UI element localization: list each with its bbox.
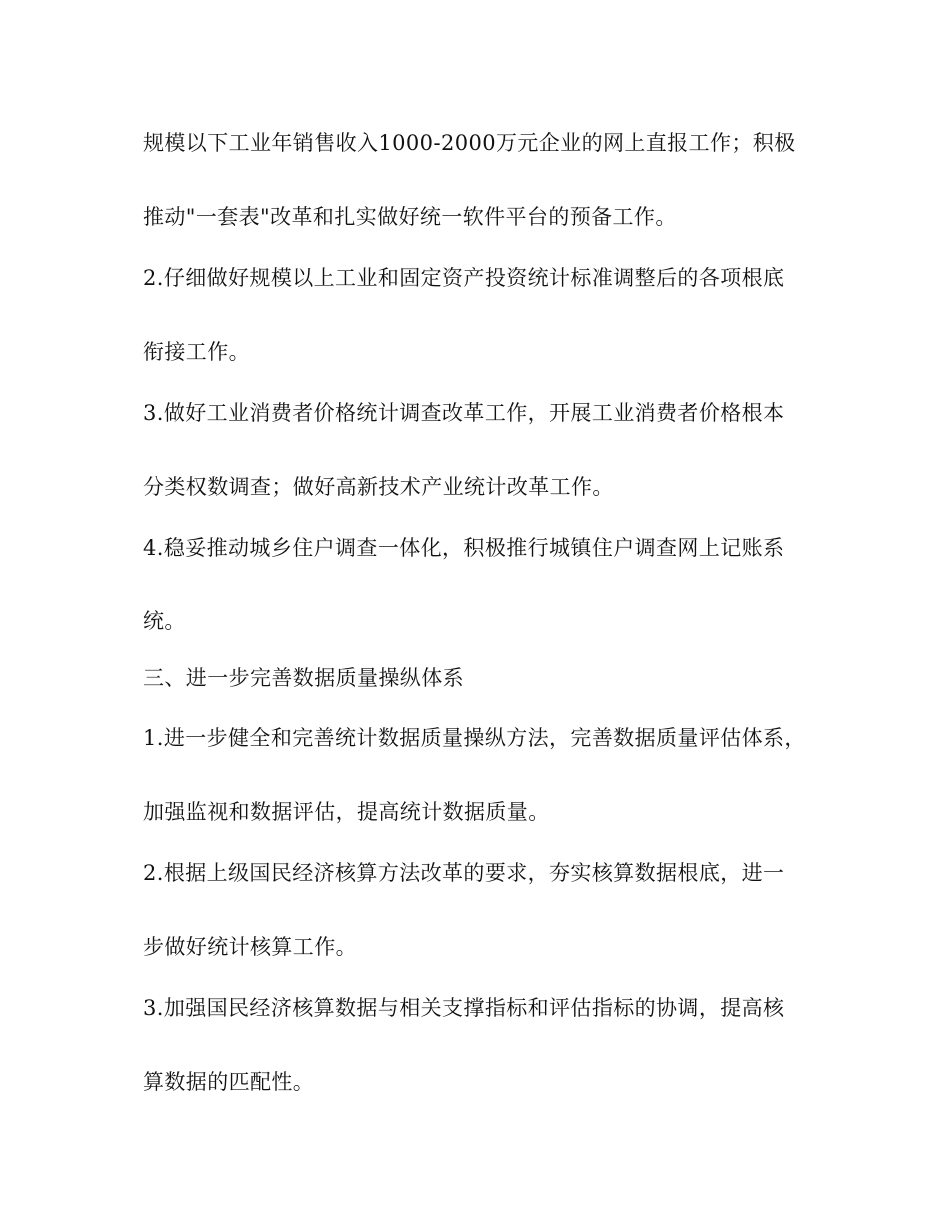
text-line: 加强监视和数据评估，提高统计数据质量。 bbox=[143, 800, 550, 824]
text-line: 算数据的匹配性。 bbox=[143, 1070, 315, 1094]
text-line: 3.加强国民经济核算数据与相关支撑指标和评估指标的协调，提高核 bbox=[143, 996, 785, 1020]
text-line: 2.仔细做好规模以上工业和固定资产投资统计标准调整后的各项根底 bbox=[143, 266, 785, 290]
text-line: 推动"一套表"改革和扎实做好统一软件平台的预备工作。 bbox=[143, 205, 677, 229]
text-line: 2.根据上级国民经济核算方法改革的要求，夯实核算数据根底，进一 bbox=[143, 861, 785, 885]
text-line: 3.做好工业消费者价格统计调查改革工作，开展工业消费者价格根本 bbox=[143, 401, 785, 425]
text-line: 分类权数调查；做好高新技术产业统计改革工作。 bbox=[143, 475, 614, 499]
text-line: 统。 bbox=[143, 609, 186, 633]
text-line: 步做好统计核算工作。 bbox=[143, 935, 357, 959]
text-line: 衔接工作。 bbox=[143, 340, 250, 364]
section-heading: 三、进一步完善数据质量操纵体系 bbox=[143, 666, 464, 690]
text-line: 1.进一步健全和完善统计数据质量操纵方法，完善数据质量评估体系， bbox=[143, 726, 806, 750]
text-line: 规模以下工业年销售收入1000-2000万元企业的网上直报工作；积极 bbox=[143, 131, 796, 155]
text-line: 4.稳妥推动城乡住户调查一体化，积极推行城镇住户调查网上记账系 bbox=[143, 536, 785, 560]
